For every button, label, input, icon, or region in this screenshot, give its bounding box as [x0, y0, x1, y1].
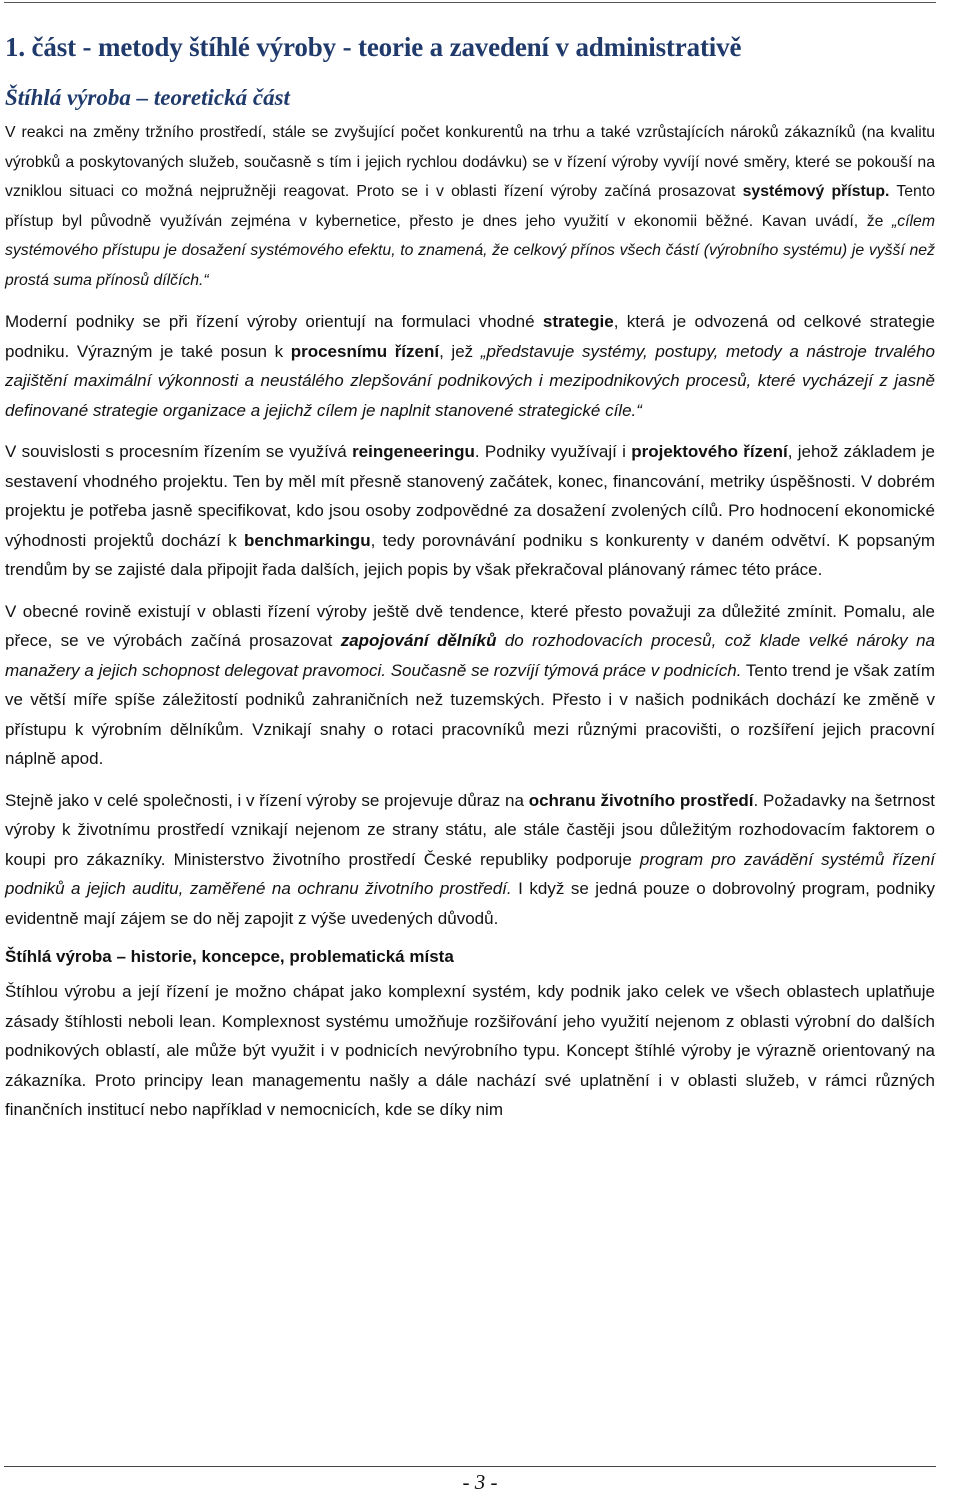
- paragraph-4: [5, 597, 935, 774]
- p3-text-e: , tedy porovnávání podniku s konkurenty v daném odvětví. K popsaným trendům by se zajisté dala připojit řada dalších, jejich popis by však překračoval plánovaný rámec této práce.: [5, 530, 935, 579]
- paragraph-3: [5, 437, 935, 585]
- p2-text-d: , jež: [439, 341, 481, 361]
- p3-bold-benchmarking: benchmarkingu: [244, 530, 371, 550]
- p2-text-c: , která je odvozená od celkové strategie podniku. Výrazným je také posun k: [5, 312, 935, 361]
- section-heading-history: Štíhlá výroba – historie, koncepce, problematická místa: [5, 947, 454, 966]
- p4-text-c: Tento trend je však zatím ve větší míře spíše záležitostí podniků zahraničních než tuzemských. Přesto i v našich podnikách dochází ke změně v přístupu k výrobním dělníkům. Vznikají snahy o rotaci pracovníků mezi různými pracovišti, o rozšíření jejich pracovní náplně apod.: [5, 660, 935, 768]
- p2-bold-strategy: strategie: [542, 312, 614, 331]
- p2-quote-process: „představuje systémy, postupy, metody a nástroje trvalého zajištění maximální výkonnosti a neustálého zlepšování podnikových i mezipodnikových procesů, které vycházejí z jasně definované strategie organizace a jejichž cílem je naplnit stanovené strategické cíle.“: [5, 341, 935, 420]
- chapter-title: 1. část - metody štíhlé výroby - teorie a zavedení v administrativě: [5, 32, 742, 62]
- header-rule: [4, 2, 936, 3]
- p1-quote-kavan: „cílem systémového přístupu je dosažení systémového efektu, to znamená, že celkový přínos všech částí (výrobního systému) je vyšší než prostá suma přínosů dílčích.“: [5, 212, 935, 289]
- p1-text-c: Tento přístup byl původně využíván zejména v kybernetice, přesto je dnes jeho využití v ekonomii běžné. Kavan uvádí, že: [5, 183, 935, 230]
- p5-text-c: . Požadavky na šetrnost výroby k životnímu prostředí vznikají nejenom ze strany státu, ale stále častěji jsou důležitým rozhodovacím faktorem o koupi pro zákazníky. Ministerstvo životního prostředí České republiky podporuje: [5, 790, 935, 869]
- p5-italic-program: program pro zavádění systémů řízení podniků a jejich auditu, zaměřené na ochranu životního prostředí.: [5, 849, 935, 898]
- page-number: - 3 -: [462, 1470, 498, 1494]
- p5-bold-environment: ochranu životního prostředí: [528, 790, 754, 810]
- p3-text-a: V souvislosti s procesním řízením se využívá: [5, 442, 353, 461]
- p4-italic-text: do rozhodovacích procesů, což klade velké nároky na manažery a jejich schopnost delegovat pravomoci. Současně se rozvíjí týmová práce v podnicích.: [5, 631, 935, 680]
- p1-text-a: V reakci na změny tržního prostředí, stále se zvyšující počet konkurentů na trhu a také vzrůstajících nároků zákazníků (na kvalitu výrobků a poskytovaných služeb, současně s tím i jejich rychlou dodávku) se v řízení výroby vyvíjí nové směry, které se pokouší na vzniklou situaci co možná nejpružněji reagovat. Proto se i v oblasti řízení výroby začíná prosazovat: [5, 124, 935, 200]
- paragraph-6: [5, 977, 935, 1125]
- p4-bold-italic-worker-involvement: zapojování dělníků: [340, 631, 497, 650]
- p2-bold-process-management: procesnímu řízení: [290, 341, 440, 361]
- document-page: [5, 26, 935, 1137]
- paragraph-5: [5, 786, 935, 934]
- p3-text-c: . Podniky využívají i: [474, 442, 632, 461]
- p1-bold-systemic-approach: systémový přístup.: [742, 183, 890, 200]
- p5-text-a: Stejně jako v celé společnosti, i v řízení výroby se projevuje důraz na: [5, 790, 529, 810]
- p3-bold-project-management: projektového řízení: [631, 442, 788, 461]
- footer-rule: [4, 1466, 936, 1467]
- paragraph-2: [5, 307, 935, 425]
- p4-text-a: V obecné rovině existují v oblasti řízení výroby ještě dvě tendence, které přesto považuji za důležité zmínit. Pomalu, ale přece, se ve výrobách začíná prosazovat: [5, 601, 935, 650]
- p2-text-a: Moderní podniky se při řízení výroby orientují na formulaci vhodné: [5, 312, 543, 331]
- paragraph-1: [5, 118, 935, 295]
- section-heading-theory: Štíhlá výroba – teoretická část: [5, 85, 290, 110]
- p6-text-a: Štíhlou výrobu a její řízení je možno chápat jako komplexní systém, kdy podnik jako celek ve všech oblastech uplatňuje zásady štíhlosti neboli lean. Komplexnost systému umožňuje rozšiřování jeho využití nejenom z oblasti výrobní do dalších podnikových oblastí, ale může být využit i v podnicích nevýrobního typu. Koncept štíhlé výroby je výrazně orientovaný na zákazníka. Proto principy lean managementu našly a dále nachází své uplatnění i v oblasti služeb, v rámci různých finančních institucí nebo například v nemocnicích, kde se díky nim: [5, 982, 935, 1119]
- p3-bold-reengineering: reingeneeringu: [352, 442, 475, 461]
- p3-text-d: , jehož základem je sestavení vhodného projektu. Ten by měl mít přesně stanovený začátek, konec, financování, metriky úspěšnosti. V dobrém projektu je potřeba jasně specifikovat, kdo jsou osoby zodpovědné za dosažení zvolených cílů. Pro hodnocení ekonomické výhodnosti projektů dochází k: [5, 442, 935, 550]
- p5-text-d: I když se jedná pouze o dobrovolný program, podniky evidentně mají zájem se do něj zapojit z výše uvedených důvodů.: [5, 879, 935, 928]
